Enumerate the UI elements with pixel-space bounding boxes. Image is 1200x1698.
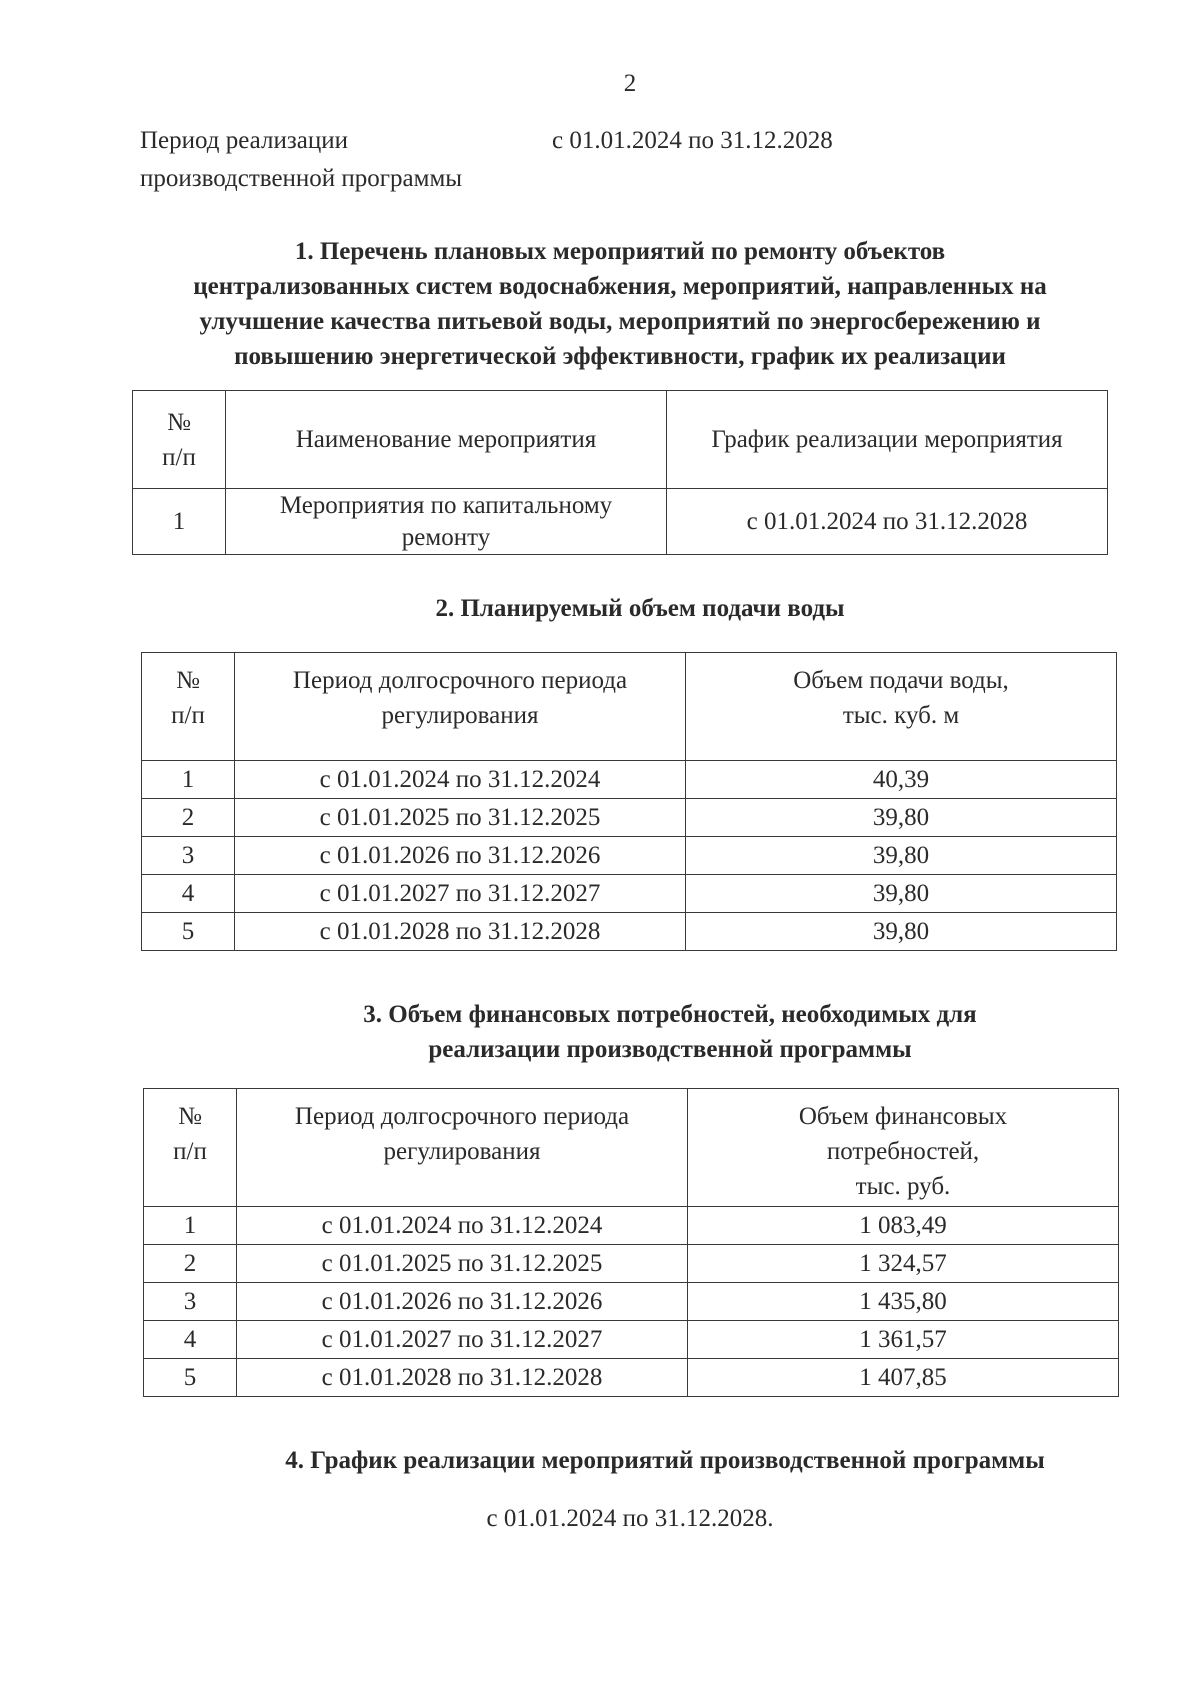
section3-title [240,997,1100,1067]
cell-schedule: с 01.01.2024 по 31.12.2028 [667,489,1108,555]
period-value: с 01.01.2024 по 31.12.2028 [552,127,833,154]
section4-title: 4. График реализации мероприятий производственной программы [285,1447,1045,1474]
table-row [144,1207,1119,1245]
period-label-line2: производственной программы [140,165,463,192]
cell-period: с 01.01.2025 по 31.12.2025 [237,1245,688,1283]
table-row [142,799,1117,837]
cell-period: с 01.01.2025 по 31.12.2025 [235,799,686,837]
cell-value: 39,80 [686,799,1117,837]
section3-title-line: 3. Объем финансовых потребностей, необходимых для [363,1001,977,1028]
cell-period: с 01.01.2028 по 31.12.2028 [237,1359,688,1397]
cell-period: с 01.01.2024 по 31.12.2024 [237,1207,688,1245]
cell-num: 4 [142,875,235,913]
cell-value: 39,80 [686,837,1117,875]
table-header-row [133,391,1108,489]
table-row [142,913,1117,951]
cell-num: 4 [144,1321,237,1359]
cell-value: 1 435,80 [688,1283,1119,1321]
cell-num: 3 [142,837,235,875]
cell-period: с 01.01.2026 по 31.12.2026 [235,837,686,875]
table-row [144,1283,1119,1321]
cell-num: 3 [144,1283,237,1321]
cell-period: с 01.01.2024 по 31.12.2024 [235,761,686,799]
financial-needs-table [143,1088,1119,1397]
section1-title-line: улучшение качества питьевой воды, мероприятий по энергосбережению и [199,308,1041,335]
table-row [142,875,1117,913]
cell-num: 5 [144,1359,237,1397]
cell-num: 5 [142,913,235,951]
section1-title-line: централизованных систем водоснабжения, мероприятий, направленных на [193,273,1047,300]
header-measure-name: Наименование мероприятия [226,391,667,489]
header-period: Период долгосрочного периода регулирования [237,1089,688,1207]
implementation-period [140,122,833,198]
period-label-line1: Период реализации [140,127,348,154]
cell-period: с 01.01.2026 по 31.12.2026 [237,1283,688,1321]
cell-num: 2 [142,799,235,837]
cell-num: 1 [142,761,235,799]
table-row [133,489,1108,555]
section1-title [100,234,1140,374]
table-row [144,1359,1119,1397]
cell-measure-name: Мероприятия по капитальному ремонту [226,489,667,555]
cell-value: 1 324,57 [688,1245,1119,1283]
header-num: № п/п [133,391,226,489]
header-period: Период долгосрочного периода регулирования [235,653,686,761]
cell-value: 1 407,85 [688,1359,1119,1397]
section1-title-line: повышению энергетической эффективности, график их реализации [234,343,1006,370]
cell-value: 40,39 [686,761,1117,799]
cell-period: с 01.01.2028 по 31.12.2028 [235,913,686,951]
cell-num: 1 [133,489,226,555]
header-num: № п/п [142,653,235,761]
cell-value: 1 083,49 [688,1207,1119,1245]
section2-title: 2. Планируемый объем подачи воды [435,595,845,622]
table-row [142,837,1117,875]
header-water-volume: Объем подачи воды, тыс. куб. м [686,653,1117,761]
table-header-row [144,1089,1119,1207]
page-number: 2 [623,70,637,97]
table-row [144,1321,1119,1359]
cell-value: 39,80 [686,913,1117,951]
header-num: № п/п [144,1089,237,1207]
table-row [142,761,1117,799]
cell-value: 39,80 [686,875,1117,913]
cell-num: 2 [144,1245,237,1283]
table-row [144,1245,1119,1283]
cell-num: 1 [144,1207,237,1245]
section4-period: с 01.01.2024 по 31.12.2028. [486,1505,774,1532]
measures-table [132,390,1108,555]
section3-title-line: реализации производственной программы [428,1036,912,1063]
water-volume-table [141,652,1117,951]
header-financial-volume: Объем финансовых потребностей, тыс. руб. [688,1089,1119,1207]
table-header-row [142,653,1117,761]
header-schedule: График реализации мероприятия [667,391,1108,489]
cell-value: 1 361,57 [688,1321,1119,1359]
cell-period: с 01.01.2027 по 31.12.2027 [235,875,686,913]
section1-title-line: 1. Перечень плановых мероприятий по ремонту объектов [294,238,946,265]
cell-period: с 01.01.2027 по 31.12.2027 [237,1321,688,1359]
